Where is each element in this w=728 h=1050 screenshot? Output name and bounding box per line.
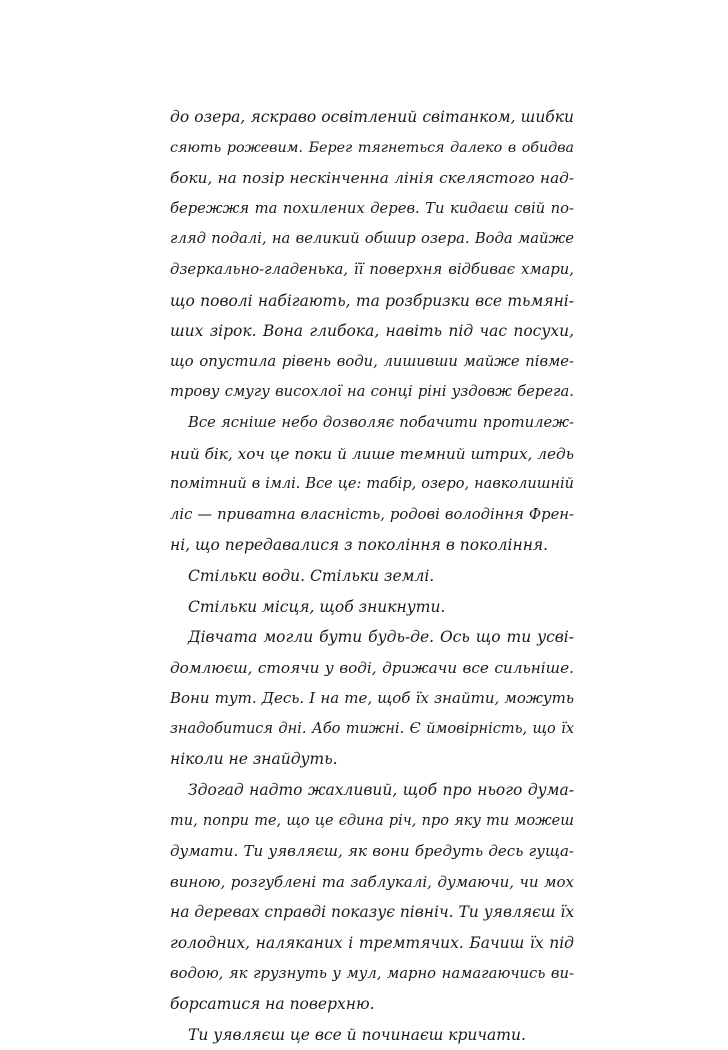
text-line: ніколи не знайдуть. <box>170 750 338 769</box>
body-text <box>170 102 574 1050</box>
text-line: виною, розгублені та заблукалі, думаючи, чи мох <box>170 872 574 891</box>
text-line: що поволі набігають, та розбризки все тьмяні- <box>170 291 574 310</box>
text-line: домлюєш, стоячи у воді, дрижачи все сильніше. <box>170 658 574 677</box>
text-line: Здогад надто жахливий, щоб про нього дума- <box>188 781 574 800</box>
text-line: Все ясніше небо дозволяє побачити протилеж- <box>188 413 574 431</box>
text-line: гляд подалі, на великий обшир озера. Вода майже <box>170 230 574 248</box>
text-line: знадобитися дні. Або тижні. Є ймовірність, що їх <box>170 720 574 737</box>
text-line: Стільки місця, щоб зникнути. <box>188 597 446 616</box>
text-line: ні, що передавалися з покоління в покоління. <box>170 536 549 555</box>
text-line: Ти уявляєш це все й починаєш кричати. <box>188 1025 526 1044</box>
text-line: водою, як грузнуть у мул, марно намагаючись ви- <box>170 964 574 982</box>
text-line: ти, попри те, що це єдина річ, про яку ти можеш <box>170 812 574 829</box>
text-line: Вони тут. Десь. І на те, щоб їх знайти, можуть <box>170 689 574 708</box>
text-line: помітний в імлі. Все це: табір, озеро, навколишній <box>170 476 574 493</box>
text-line: ліс — приватна власність, родові володіння Френ- <box>170 505 574 523</box>
text-line: сяють рожевим. Берег тягнеться далеко в обидва <box>170 139 574 156</box>
text-line: Дівчата могли бути будь-де. Ось що ти усві- <box>188 628 574 647</box>
text-line: ний бік, хоч це поки й лише темний штрих, ледь <box>170 444 574 463</box>
text-line: що опустила рівень води, лишивши майже півме- <box>170 352 574 370</box>
text-line: трову смугу висохлої на сонці ріні уздовж берега. <box>170 383 574 401</box>
text-line: ших зірок. Вона глибока, навіть під час посухи, <box>170 322 574 341</box>
text-line: голодних, наляканих і тремтячих. Бачиш їх під <box>170 934 574 953</box>
text-line: до озера, яскраво освітлений світанком, шибки <box>170 108 574 126</box>
text-line: на деревах справді показує північ. Ти уявляєш їх <box>170 903 574 922</box>
text-line: Стільки води. Стільки землі. <box>188 566 435 585</box>
text-line: думати. Ти уявляєш, як вони бредуть десь гуща- <box>170 842 574 861</box>
text-line: дзеркально-гладенька, її поверхня відбиває хмари, <box>170 260 574 278</box>
text-line: борсатися на поверхню. <box>170 995 375 1014</box>
text-line: бережжя та похилених дерев. Ти кидаєш свій по- <box>170 199 574 217</box>
text-line: боки, на позір нескінченна лінія скелястого над- <box>170 169 574 188</box>
